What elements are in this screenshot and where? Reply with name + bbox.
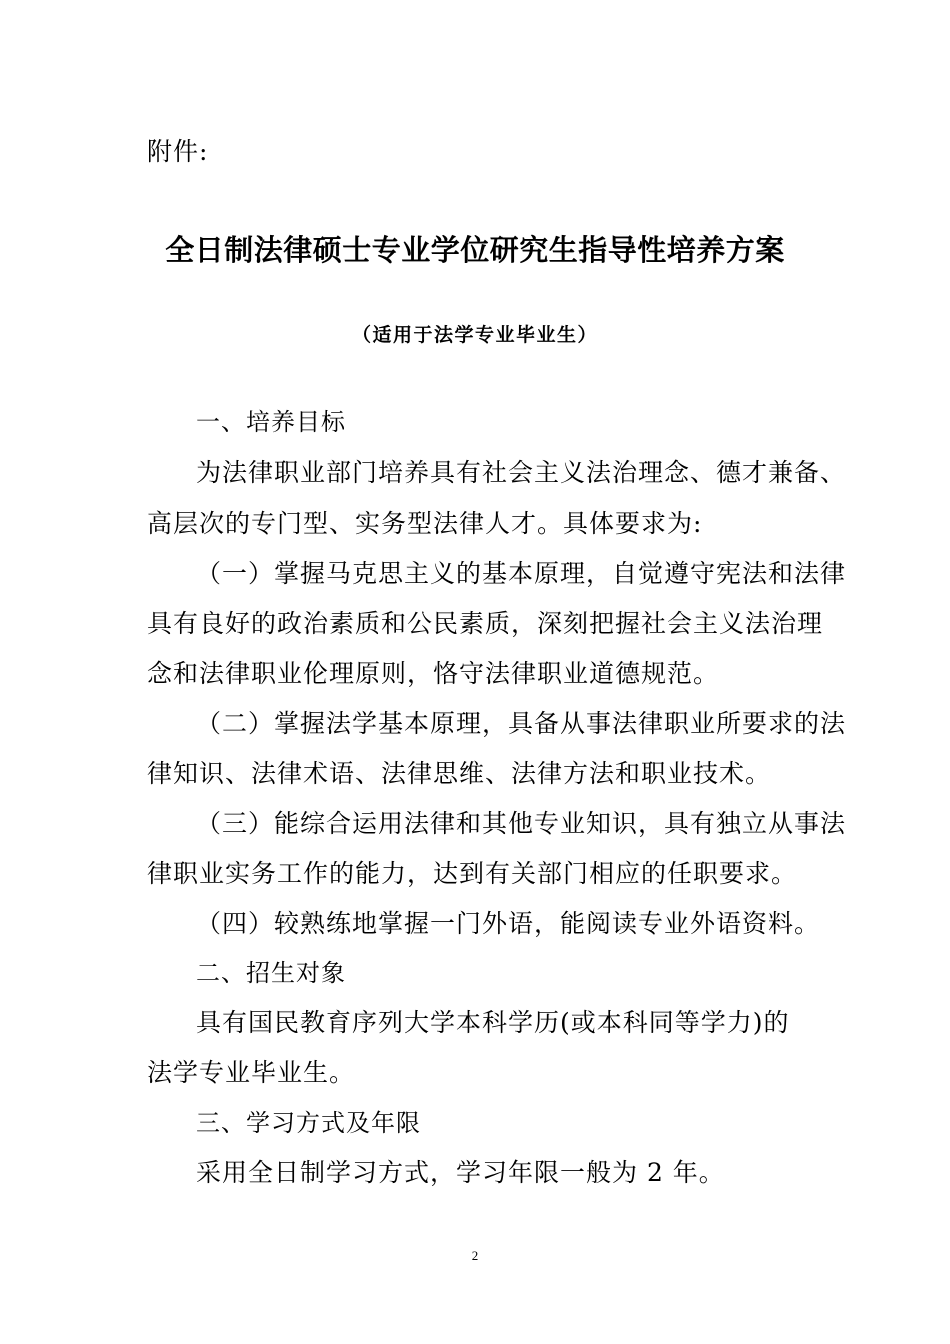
paragraph-line: 具有国民教育序列大学本科学历(或本科同等学力)的 — [196, 1008, 790, 1037]
paragraph-line: 采用全日制学习方式，学习年限一般为 2 年。 — [196, 1158, 725, 1187]
paragraph-line: （四）较熟练地掌握一门外语，能阅读专业外语资料。 — [196, 909, 821, 938]
section-heading-study-mode: 三、学习方式及年限 — [196, 1109, 421, 1137]
paragraph-line: 为法律职业部门培养具有社会主义法治理念、德才兼备、 — [196, 458, 847, 487]
paragraph-line: 律知识、法律术语、法律思维、法律方法和职业技术。 — [147, 759, 772, 788]
paragraph-line: 律职业实务工作的能力，达到有关部门相应的任职要求。 — [147, 859, 798, 888]
document-subtitle: （适用于法学专业毕业生） — [351, 324, 598, 346]
section-heading-training-goals: 一、培养目标 — [196, 408, 346, 436]
paragraph-line: 具有良好的政治素质和公民素质，深刻把握社会主义法治理 — [147, 609, 824, 638]
attachment-label: 附件: — [147, 137, 209, 166]
section-heading-enrollment-targets: 二、招生对象 — [196, 959, 346, 987]
page-number: 2 — [471, 1248, 479, 1263]
paragraph-line: 念和法律职业伦理原则，恪守法律职业道德规范。 — [147, 659, 720, 688]
paragraph-line: （一）掌握马克思主义的基本原理，自觉遵守宪法和法律 — [196, 559, 847, 588]
paragraph-line: （二）掌握法学基本原理，具备从事法律职业所要求的法 — [196, 709, 847, 738]
paragraph-line: 高层次的专门型、实务型法律人才。具体要求为: — [147, 509, 703, 538]
paragraph-line: 法学专业毕业生。 — [147, 1058, 356, 1087]
paragraph-line: （三）能综合运用法律和其他专业知识，具有独立从事法 — [196, 809, 847, 838]
document-title: 全日制法律硕士专业学位研究生指导性培养方案 — [165, 233, 785, 267]
